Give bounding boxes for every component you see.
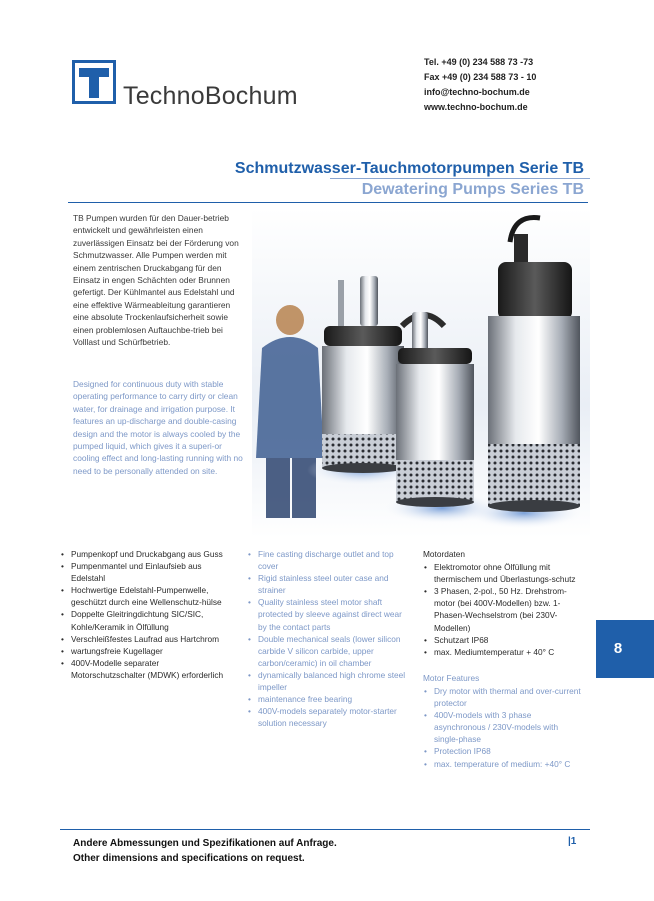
motor-heading-german: Motordaten <box>423 549 465 559</box>
feature-de-item: • Pumpenkopf und Druckabgang aus Guss <box>60 548 232 560</box>
page-number: |1 <box>568 836 577 847</box>
company-logo <box>72 60 372 120</box>
feature-de-item: • Hochwertige Edelstahl-Pumpenwelle, geschützt durch eine Wellenschutz-hülse <box>60 584 232 608</box>
company-name: TechnoBochum <box>123 82 298 110</box>
section-tab <box>596 620 654 678</box>
motor-de-item: • Elektromotor ohne Ölfüllung mit thermischem und Überlastungs-schutz <box>423 561 583 585</box>
feature-en-item: • Double mechanical seals (lower silicon carbide V silicon carbide, upper carbon/ceramic) in oil chamber <box>247 633 407 669</box>
title-german: Schmutzwasser-Tauchmotorpumpen Serie TB <box>234 160 584 177</box>
motor-en-item: • max. temperature of medium: +40° C <box>423 758 583 770</box>
contact-web[interactable]: www.techno-bochum.de <box>424 102 528 112</box>
feature-en-item: • Fine casting discharge outlet and top cover <box>247 548 407 572</box>
motor-de-item: • Schutzart IP68 <box>423 634 583 646</box>
footer-note <box>73 836 337 866</box>
feature-de-item: • wartungsfreie Kugellager <box>60 645 232 657</box>
motor-en-item: • 400V-models with 3 phase asynchronous / 230V-models with single-phase <box>423 709 583 745</box>
contact-block <box>424 55 536 115</box>
title-divider <box>330 178 590 179</box>
features-german-column <box>60 548 232 681</box>
intro-german: TB Pumpen wurden für den Dauer-betrieb entwickelt und gewährleisten einen zuverlässigen Einsatz bei der Förderung von Schmutzwasser. Alle Pumpen werden mit einem zentrischen Druckabgang für den Einsatz in engen Schächten oder Brunnen gefertigt. Der Kühlmantel aus Edelstahl und eine effektive Wärmeableitung garantieren eine absolute Trockenlaufsicherheit sowie einen problemlosen Auftauchbe-trieb bei Volllast und Schürfbetrieb. <box>73 213 239 348</box>
feature-en-item: • dynamically balanced high chrome steel impeller <box>247 669 407 693</box>
product-photo <box>252 208 590 538</box>
title-english: Dewatering Pumps Series TB <box>361 181 584 198</box>
features-english-column <box>247 548 407 729</box>
feature-en-item: • Quality stainless steel motor shaft protected by sleeve against direct wear by the contact parts <box>247 596 407 632</box>
feature-en-item: • Rigid stainless steel outer case and strainer <box>247 572 407 596</box>
feature-de-item: • 400V-Modelle separater Motorschutzschalter (MDWK) erforderlich <box>60 657 232 681</box>
feature-de-item: • Pumpenmantel und Einlaufsieb aus Edelstahl <box>60 560 232 584</box>
motor-heading-english: Motor Features <box>423 672 480 683</box>
contact-fax: Fax +49 (0) 234 588 73 - 10 <box>424 72 537 82</box>
logo-mark <box>72 60 116 104</box>
footer-english: Other dimensions and specifications on request. <box>73 853 305 864</box>
feature-en-item: • maintenance free bearing <box>247 693 407 705</box>
feature-de-item: • Verschleißfestes Laufrad aus Hartchrom <box>60 633 232 645</box>
motor-en-item: • Dry motor with thermal and over-current protector <box>423 685 583 709</box>
header-divider <box>68 202 588 203</box>
motor-en-item: • Protection IP68 <box>423 745 583 757</box>
motor-de-item: • 3 Phasen, 2-pol., 50 Hz. Drehstrom-motor (bei 400V-Modellen) bzw. 1-Phasen-Wechselstrom (bei 230V-Modellen) <box>423 585 583 633</box>
contact-tel: Tel. +49 (0) 234 588 73 -73 <box>424 57 534 67</box>
intro-english: Designed for continuous duty with stable operating performance to carry dirty or clean water, for drainage and irrigation purpose. It features an up-discharge and double-casing design and the motor is always cooled by the pumped liquid, which gives it a superi-or cooling effect and long-lasting running with no need to be personally attended on site. <box>73 379 243 476</box>
footer-divider <box>60 829 590 830</box>
footer-german: Andere Abmessungen und Spezifikationen auf Anfrage. <box>73 838 337 849</box>
section-tab-number: 8 <box>613 640 623 657</box>
feature-en-item: • 400V-models separately motor-starter solution necessary <box>247 705 407 729</box>
feature-de-item: • Doppelte Gleitringdichtung SIC/SIC, Kohle/Keramik in Ölfüllung <box>60 608 232 632</box>
motor-de-item: • max. Mediumtemperatur + 40° C <box>423 646 583 658</box>
motor-data-column <box>423 548 583 770</box>
contact-email[interactable]: info@techno-bochum.de <box>424 87 530 97</box>
